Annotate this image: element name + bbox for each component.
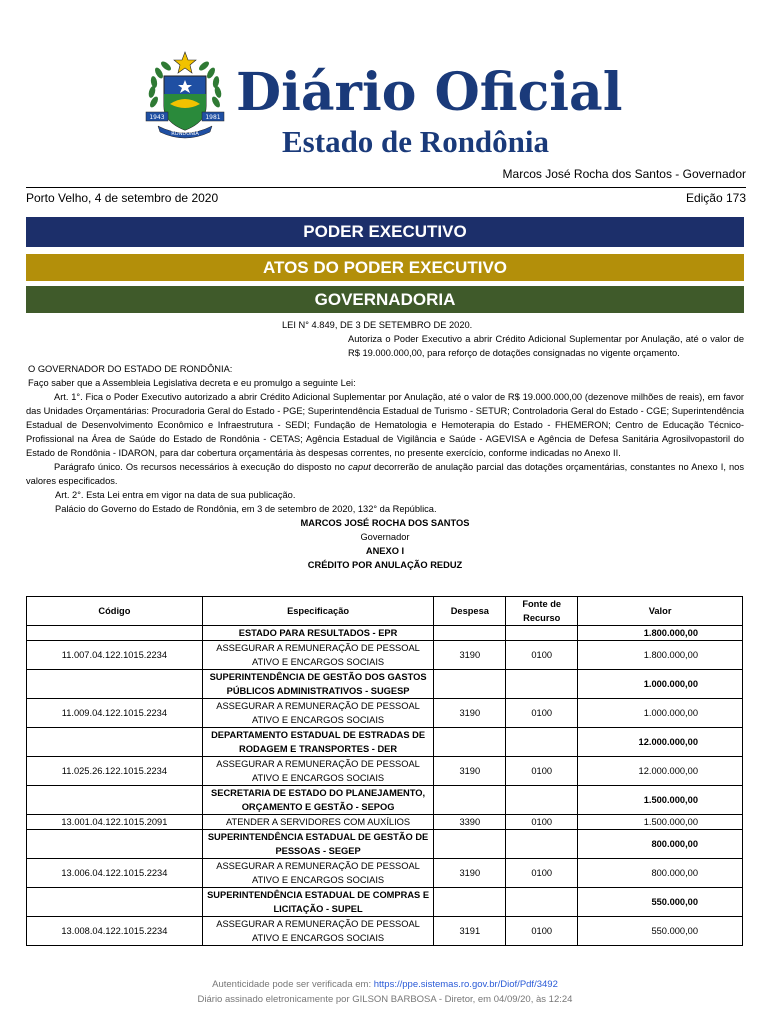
item-value: 12.000.000,00 (578, 757, 743, 786)
publication-date: Porto Velho, 4 de setembro de 2020 (26, 191, 219, 205)
section-office: GOVERNADORIA (26, 286, 744, 313)
item-spec: ATENDER A SERVIDORES COM AUXÍLIOS (202, 815, 434, 830)
sole-paragraph (26, 460, 744, 488)
palace-line: Palácio do Governo do Estado de Rondônia, em 3 de setembro de 2020, 132° da República. (55, 504, 437, 514)
dateline (26, 187, 746, 205)
org-total: 800.000,00 (578, 830, 743, 859)
header-source: Fonte de Recurso (506, 597, 578, 626)
table-row-org (27, 728, 743, 757)
org-name: SECRETARIA DE ESTADO DO PLANEJAMENTO, ORÇAMENTO E GESTÃO - SEPOG (202, 786, 434, 815)
org-name: SUPERINTENDÊNCIA ESTADUAL DE COMPRAS E LICITAÇÃO - SUPEL (202, 888, 434, 917)
header-value: Valor (578, 597, 743, 626)
signer-name: MARCOS JOSÉ ROCHA DOS SANTOS (300, 518, 470, 528)
org-total: 12.000.000,00 (578, 728, 743, 757)
header-spec: Especificação (202, 597, 434, 626)
table-header-row (27, 597, 743, 626)
annex-subtitle: CRÉDITO POR ANULAÇÃO REDUZ (307, 560, 463, 570)
governor-name: Marcos José Rocha dos Santos - Governador (502, 167, 746, 181)
item-code: 11.025.26.122.1015.2234 (27, 757, 203, 786)
table-row (27, 641, 743, 670)
item-expense: 3191 (434, 917, 506, 946)
org-name: ESTADO PARA RESULTADOS - EPR (202, 626, 434, 641)
decree-line: Faço saber que a Assembleia Legislativa decreta e eu promulgo a seguinte Lei: (28, 378, 356, 388)
table-row (27, 815, 743, 830)
org-total: 1.000.000,00 (578, 670, 743, 699)
item-expense: 3190 (434, 641, 506, 670)
org-total: 1.500.000,00 (578, 786, 743, 815)
signature-line: Diário assinado eletronicamente por GILSON BARBOSA - Diretor, em 04/09/20, às 12:24 (197, 994, 573, 1005)
item-expense: 3190 (434, 757, 506, 786)
org-name: DEPARTAMENTO ESTADUAL DE ESTRADAS DE RODAGEM E TRANSPORTES - DER (202, 728, 434, 757)
article-2: Art. 2°. Esta Lei entra em vigor na data de sua publicação. (55, 490, 296, 500)
item-source: 0100 (506, 757, 578, 786)
edition-number: Edição 173 (685, 191, 746, 205)
org-total: 1.800.000,00 (578, 626, 743, 641)
annex-table (26, 596, 743, 946)
table-row-org (27, 830, 743, 859)
item-spec: ASSEGURAR A REMUNERAÇÃO DE PESSOAL ATIVO E ENCARGOS SOCIAIS (202, 699, 434, 728)
item-expense: 3190 (434, 859, 506, 888)
item-spec: ASSEGURAR A REMUNERAÇÃO DE PESSOAL ATIVO E ENCARGOS SOCIAIS (202, 641, 434, 670)
item-source: 0100 (506, 699, 578, 728)
signer-role: Governador (360, 532, 410, 542)
header-expense: Despesa (434, 597, 506, 626)
table-row (27, 917, 743, 946)
item-value: 1.500.000,00 (578, 815, 743, 830)
org-total: 550.000,00 (578, 888, 743, 917)
table-row (27, 699, 743, 728)
table-row-org (27, 626, 743, 641)
state-coat-of-arms-icon (140, 50, 230, 142)
item-value: 800.000,00 (578, 859, 743, 888)
item-expense: 3190 (434, 699, 506, 728)
authenticity-line (0, 977, 770, 992)
sole-paragraph-em: caput (348, 462, 371, 472)
section-acts: ATOS DO PODER EXECUTIVO (26, 254, 744, 281)
law-summary: Autoriza o Poder Executivo a abrir Crédito Adicional Suplementar por Anulação, até o valor de R$ 19.000.000,00, para reforço de dotações consignadas no vigente orçamento. (348, 334, 744, 358)
item-source: 0100 (506, 641, 578, 670)
crest-year-right: 1981 (205, 114, 221, 121)
item-spec: ASSEGURAR A REMUNERAÇÃO DE PESSOAL ATIVO E ENCARGOS SOCIAIS (202, 917, 434, 946)
item-value: 550.000,00 (578, 917, 743, 946)
table-row-org (27, 786, 743, 815)
journal-subtitle: Estado de Rondônia (282, 124, 550, 159)
item-value: 1.800.000,00 (578, 641, 743, 670)
item-source: 0100 (506, 859, 578, 888)
law-text (0, 318, 770, 572)
item-source: 0100 (506, 815, 578, 830)
item-expense: 3390 (434, 815, 506, 830)
item-code: 13.001.04.122.1015.2091 (27, 815, 203, 830)
journal-title: Diário Oficial (236, 62, 623, 123)
item-code: 11.007.04.122.1015.2234 (27, 641, 203, 670)
org-name: SUPERINTENDÊNCIA DE GESTÃO DOS GASTOS PÚBLICOS ADMINISTRATIVOS - SUGESP (202, 670, 434, 699)
governor-line: O GOVERNADOR DO ESTADO DE RONDÔNIA: (28, 364, 233, 374)
org-name: SUPERINTENDÊNCIA ESTADUAL DE GESTÃO DE PESSOAS - SEGEP (202, 830, 434, 859)
item-code: 13.006.04.122.1015.2234 (27, 859, 203, 888)
header-code: Código (27, 597, 203, 626)
table-row (27, 859, 743, 888)
table-row-org (27, 670, 743, 699)
section-power: PODER EXECUTIVO (26, 217, 744, 247)
annex-title: ANEXO I (365, 546, 405, 556)
footer (0, 977, 770, 1007)
item-spec: ASSEGURAR A REMUNERAÇÃO DE PESSOAL ATIVO E ENCARGOS SOCIAIS (202, 859, 434, 888)
masthead (0, 0, 770, 190)
item-source: 0100 (506, 917, 578, 946)
authenticity-link[interactable]: https://ppe.sistemas.ro.gov.br/Diof/Pdf/3492 (373, 979, 558, 990)
item-code: 13.008.04.122.1015.2234 (27, 917, 203, 946)
crest-banner: RONDÔNIA (171, 131, 199, 137)
table-row (27, 757, 743, 786)
sole-paragraph-pre: Parágrafo único. Os recursos necessários à execução do disposto no (54, 462, 349, 472)
item-code: 11.009.04.122.1015.2234 (27, 699, 203, 728)
crest-year-left: 1943 (149, 114, 165, 121)
law-heading: LEI N° 4.849, DE 3 DE SETEMBRO DE 2020. (282, 320, 473, 330)
item-value: 1.000.000,00 (578, 699, 743, 728)
article-1: Art. 1°. Fica o Poder Executivo autorizado a abrir Crédito Adicional Suplementar por Anulação, até o valor de R$ 19.000.000,00 (dezenove milhões de reais), em favor das Unidades Orçamentárias: Procuradoria Geral do Estado - PGE; Superintendência Estadual de Turismo - SETUR; Controladoria Geral do Estado - CGE; Superintendência Estadual de Desenvolvimento Econômico e Infraestrutura - SEDI; Fundação de Hematologia e Hemoterapia do Estado - FHEMERON; Centro de Educação Técnico-Profissional na Área de Saúde do Estado de Rondônia - CETAS; Agência Estadual de Vigilância e Saúde - AGEVISA e Agência de Defesa Sanitária Agrosilvopastoril do Estado de Rondônia - IDARON, para dar cobertura orçamentária às despesas correntes, no presente exercício, conforme indicadas no Anexo II. (26, 392, 744, 458)
sole-paragraph-post: decorrerão de anulação parcial das dotações orçamentárias, constantes no Anexo I, nos valores especificados. (26, 462, 744, 486)
authenticity-prefix: Autenticidade pode ser verificada em: (212, 979, 374, 990)
item-spec: ASSEGURAR A REMUNERAÇÃO DE PESSOAL ATIVO E ENCARGOS SOCIAIS (202, 757, 434, 786)
table-row-org (27, 888, 743, 917)
